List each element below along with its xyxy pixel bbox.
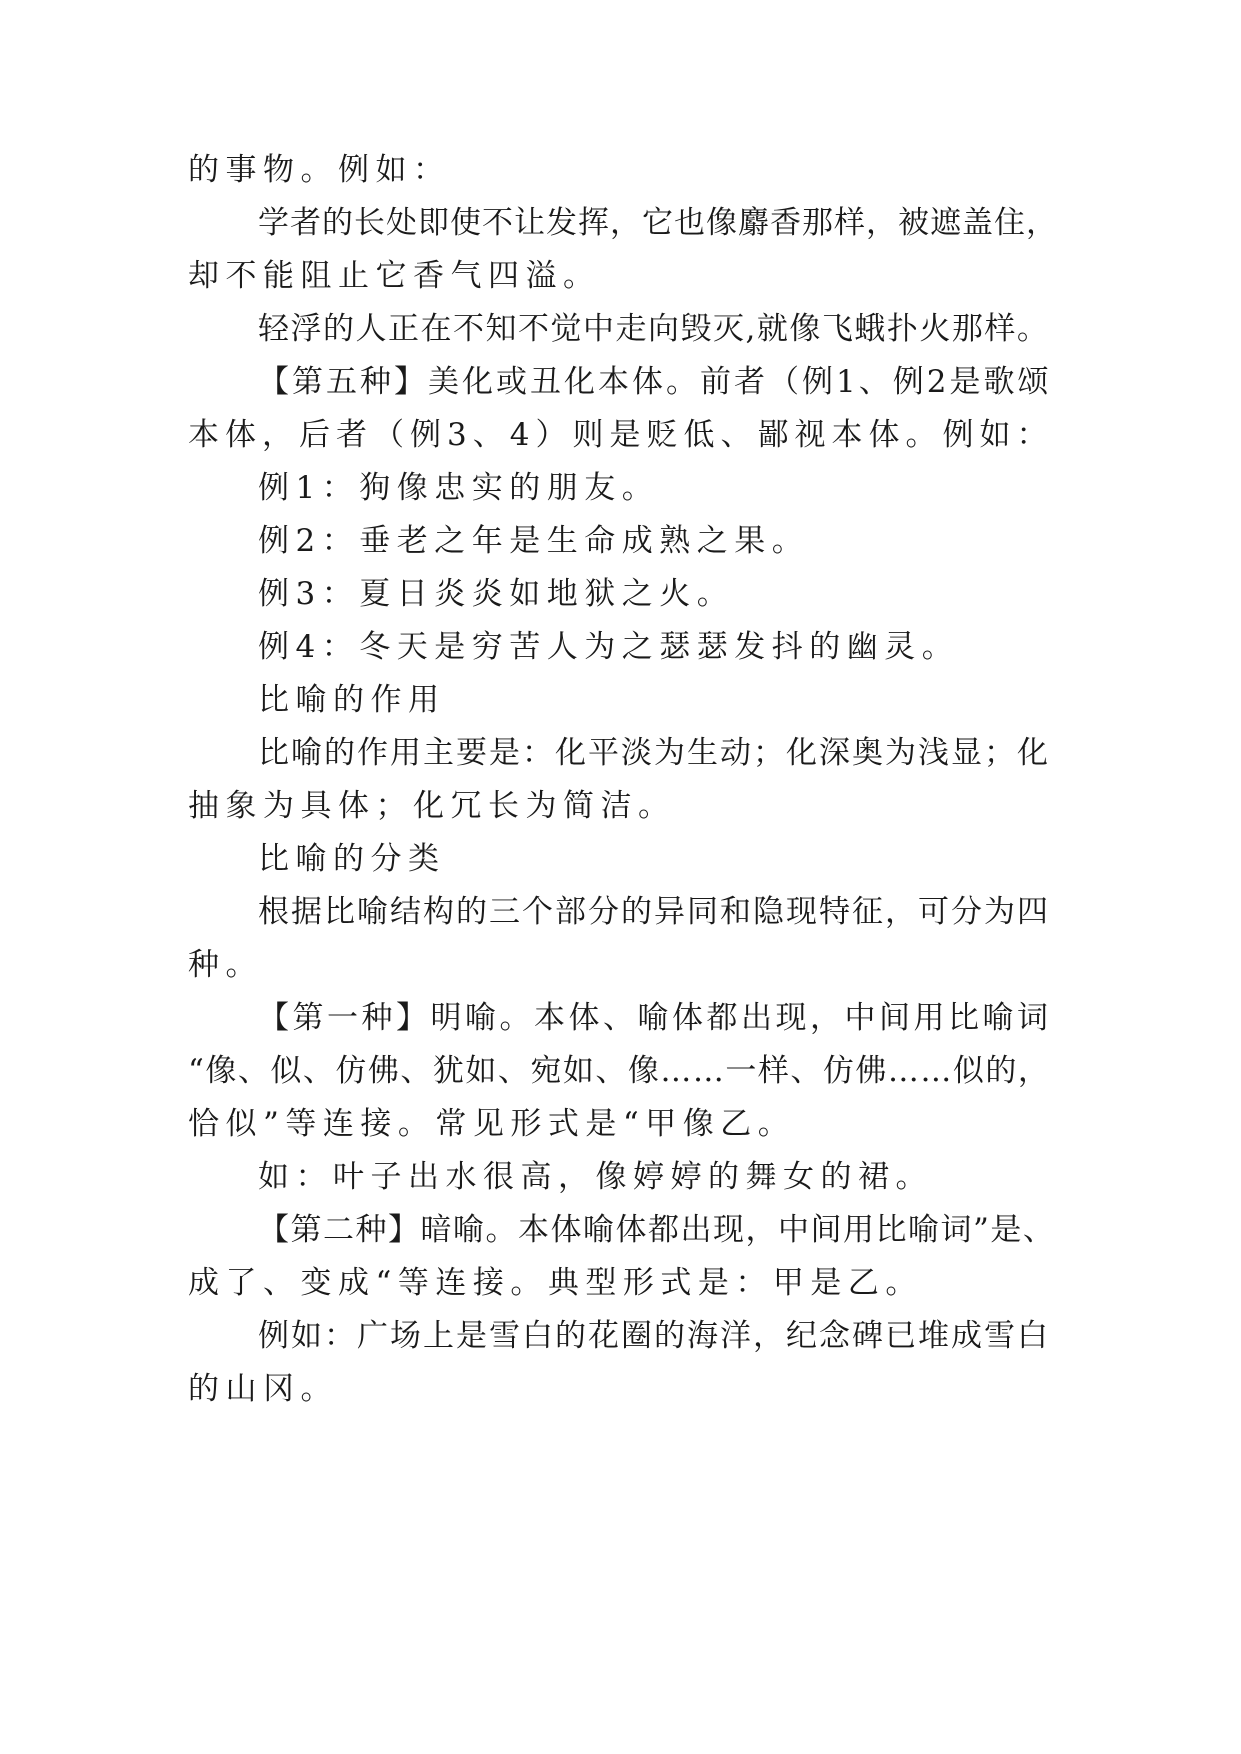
text-line: 例3：夏日炎炎如地狱之火。 — [258, 576, 735, 612]
text-line: 抽象为具体；化冗长为简洁。 — [188, 788, 676, 824]
text-line: 例1：狗像忠实的朋友。 — [258, 470, 660, 506]
text-line: “像、似、仿佛、犹如、宛如、像……一样、仿佛……似的， — [188, 1053, 1051, 1089]
text-line: 例4：冬天是穷苦人为之瑟瑟发抖的幽灵。 — [258, 629, 960, 665]
text-line: 本体，后者（例3、4）则是贬低、鄙视本体。例如： — [188, 417, 1054, 453]
text-line: 根据比喻结构的三个部分的异同和隐现特征，可分为四 — [258, 894, 1050, 930]
text-line: 如：叶子出水很高，像婷婷的舞女的裙。 — [258, 1159, 933, 1195]
text-line: 轻浮的人正在不知不觉中走向毁灭,就像飞蛾扑火那样。 — [258, 311, 1050, 347]
text-line: 却不能阻止它香气四溢。 — [188, 258, 601, 294]
text-line: 成了、变成“等连接。典型形式是：甲是乙。 — [188, 1265, 923, 1301]
text-line: 学者的长处即使不让发挥，它也像麝香那样，被遮盖住， — [258, 205, 1058, 241]
text-line: 【第五种】美化或丑化本体。前者（例1、例2是歌颂 — [258, 364, 1052, 400]
text-line: 恰似”等连接。常见形式是“甲像乙。 — [188, 1106, 796, 1142]
text-line: 的山冈。 — [188, 1371, 338, 1407]
text-line: 例如：广场上是雪白的花圈的海洋，纪念碑已堆成雪白 — [258, 1318, 1050, 1354]
text-line: 例2：垂老之年是生命成熟之果。 — [258, 523, 810, 559]
text-line: 种。 — [188, 947, 263, 983]
section-heading: 比喻的作用 — [258, 682, 446, 718]
text-line: 比喻的作用主要是：化平淡为生动；化深奥为浅显；化 — [258, 735, 1050, 771]
text-line: 【第二种】暗喻。本体喻体都出现，中间用比喻词”是、 — [258, 1212, 1056, 1248]
section-heading: 比喻的分类 — [258, 841, 446, 877]
text-line: 【第一种】明喻。本体、喻体都出现，中间用比喻词 — [258, 1000, 1052, 1036]
text-line: 的事物。例如： — [188, 152, 451, 188]
